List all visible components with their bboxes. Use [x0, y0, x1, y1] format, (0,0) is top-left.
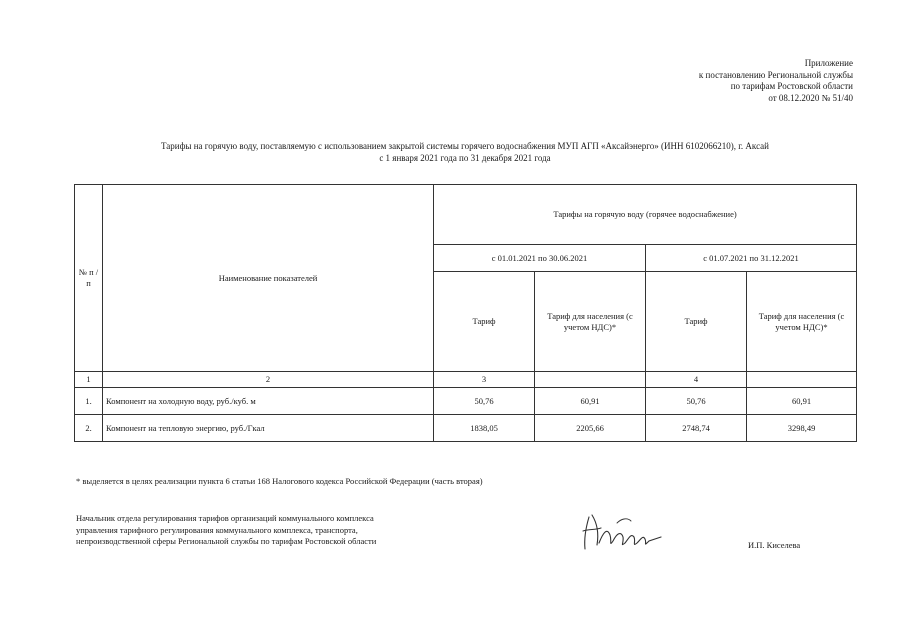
signer-position-line: Начальник отдела регулирования тарифов организаций коммунального комплекса	[76, 513, 374, 523]
row-value: 2748,74	[646, 415, 747, 442]
signer-position	[76, 513, 376, 548]
header-tariff-population: Тариф для населения (с учетом НДС)*	[747, 272, 857, 372]
row-name: Компонент на тепловую энергию, руб./Гкал	[103, 415, 434, 442]
handwritten-signature	[577, 505, 667, 555]
appendix-line: от 08.12.2020 № 51/40	[768, 92, 853, 103]
signer-position-line: управления тарифного регулирования коммунального комплекса, транспорта,	[76, 524, 358, 535]
row-name: Компонент на холодную воду, руб./куб. м	[103, 388, 434, 415]
row-value: 1838,05	[434, 415, 535, 442]
appendix-line: к постановлению Региональной службы	[698, 69, 853, 80]
appendix-line: Приложение	[804, 58, 853, 68]
index-cell: 3	[434, 372, 535, 388]
index-row	[75, 372, 857, 388]
header-tariff: Тариф	[434, 272, 535, 372]
footnote: * выделяется в целях реализации пункта 6 статьи 168 Налогового кодекса Российской Федерации (часть вторая)	[76, 476, 483, 486]
row-value: 3298,49	[747, 415, 857, 442]
header-row-number: № п /п	[75, 185, 103, 372]
row-value: 50,76	[434, 388, 535, 415]
index-cell	[747, 372, 857, 388]
index-cell	[535, 372, 646, 388]
title-line-2: с 1 января 2021 года по 31 декабря 2021 года	[379, 152, 551, 163]
title-line-1: Тарифы на горячую воду, поставляемую с использованием закрытой системы горячего водоснабжения МУП АГП «Аксайэнерго» (ИНН 6102066210), г. Аксай	[161, 141, 769, 151]
header-tariff: Тариф	[646, 272, 747, 372]
table-row	[75, 415, 857, 442]
signer-position-line: непроизводственной сферы Региональной службы по тарифам Ростовской области	[76, 536, 377, 546]
header-hot-water-tariffs: Тарифы на горячую воду (горячее водоснабжение)	[434, 185, 857, 245]
header-period-1: с 01.01.2021 по 30.06.2021	[434, 245, 646, 272]
row-value: 2205,66	[535, 415, 646, 442]
index-cell: 2	[103, 372, 434, 388]
document-title	[70, 141, 860, 164]
row-value: 60,91	[747, 388, 857, 415]
appendix-line: по тарифам Ростовской области	[730, 81, 853, 91]
row-value: 50,76	[646, 388, 747, 415]
header-indicator-name: Наименование показателей	[103, 185, 434, 372]
signer-name: И.П. Киселева	[748, 540, 801, 550]
row-value: 60,91	[535, 388, 646, 415]
header-period-2: с 01.07.2021 по 31.12.2021	[646, 245, 857, 272]
row-number: 1.	[75, 388, 103, 415]
table-row	[75, 388, 857, 415]
appendix-header	[699, 58, 853, 104]
row-number: 2.	[75, 415, 103, 442]
header-tariff-population: Тариф для населения (с учетом НДС)*	[535, 272, 646, 372]
index-cell: 1	[75, 372, 103, 388]
tariff-table	[74, 184, 857, 442]
index-cell: 4	[646, 372, 747, 388]
